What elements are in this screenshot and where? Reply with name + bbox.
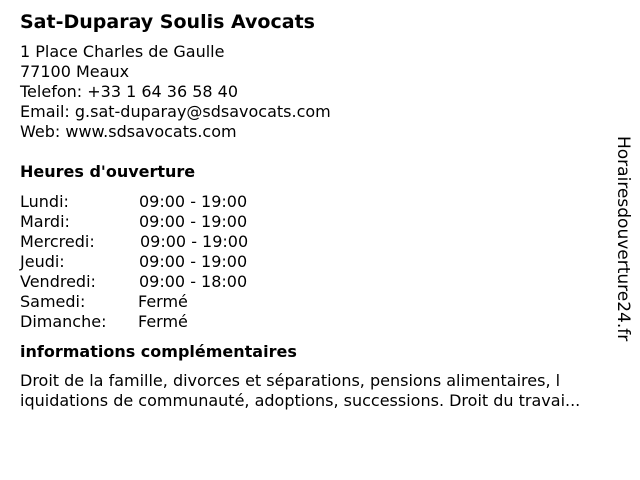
hours-row-sunday <box>20 312 620 332</box>
day-label: Mercredi: <box>20 232 95 251</box>
time-value: Fermé <box>138 292 188 311</box>
time-value: 09:00 - 19:00 <box>139 192 248 211</box>
day-label: Jeudi: <box>20 252 65 271</box>
day-label: Lundi: <box>20 192 69 211</box>
opening-hours-heading: Heures d'ouverture <box>20 162 196 181</box>
time-value: 09:00 - 19:00 <box>140 232 249 251</box>
email-line[interactable]: Email: g.sat-duparay@sdsavocats.com <box>20 102 331 121</box>
day-label: Mardi: <box>20 212 70 231</box>
day-label: Samedi: <box>20 292 86 311</box>
day-label: Vendredi: <box>20 272 96 291</box>
address-street: 1 Place Charles de Gaulle <box>20 42 225 61</box>
additional-info-line-1: Droit de la famille, divorces et séparations, pensions alimentaires, l <box>20 371 561 390</box>
time-value: 09:00 - 19:00 <box>139 252 248 271</box>
opening-hours-table <box>20 192 620 332</box>
additional-info-line-2: iquidations de communauté, adoptions, successions. Droit du travai... <box>20 391 581 410</box>
hours-row-tuesday <box>20 212 620 232</box>
hours-row-wednesday <box>20 232 620 252</box>
hours-row-saturday <box>20 292 620 312</box>
business-name: Sat-Duparay Soulis Avocats <box>20 11 315 33</box>
business-card <box>20 9 620 411</box>
website-line[interactable]: Web: www.sdsavocats.com <box>20 122 237 141</box>
address-city: 77100 Meaux <box>20 62 130 81</box>
time-value: 09:00 - 19:00 <box>139 212 248 231</box>
phone-line[interactable]: Telefon: +33 1 64 36 58 40 <box>20 82 239 101</box>
time-value: Fermé <box>138 312 188 331</box>
hours-row-monday <box>20 192 620 212</box>
additional-info-heading: informations complémentaires <box>20 342 297 361</box>
day-label: Dimanche: <box>20 312 107 331</box>
site-watermark: Horairesdouverture24.fr <box>613 136 633 342</box>
hours-row-friday <box>20 272 620 292</box>
hours-row-thursday <box>20 252 620 272</box>
time-value: 09:00 - 18:00 <box>139 272 248 291</box>
